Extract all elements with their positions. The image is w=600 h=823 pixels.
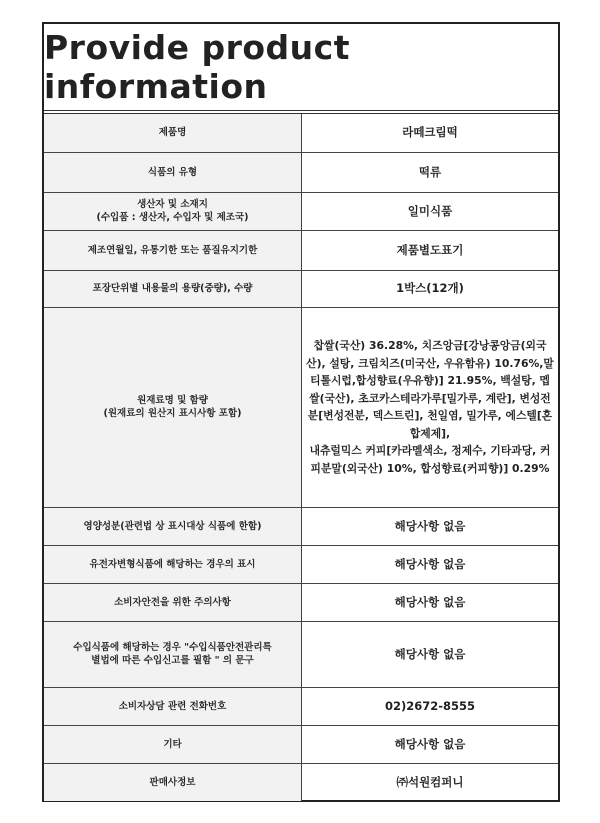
row-label: [44, 507, 302, 545]
label-line: 유전자변형식품에 해당하는 경우의 표시: [89, 558, 256, 570]
table-row: [44, 307, 558, 507]
row-value: [302, 545, 559, 583]
label-line: 별법에 따른 수입신고를 필함 " 의 문구: [91, 655, 254, 666]
table-row: [44, 152, 558, 192]
label-line: 포장단위별 내용물의 용량(중량), 수량: [92, 283, 253, 294]
row-value: [302, 763, 559, 801]
value-text: 1박스(12개): [396, 281, 464, 295]
value-text: 02)2672-8555: [384, 698, 476, 713]
table-row: [44, 687, 558, 725]
table-row: [44, 583, 558, 621]
table-row: [44, 621, 558, 687]
row-value: [302, 307, 559, 507]
row-label: [44, 230, 302, 270]
row-label: [44, 763, 302, 801]
value-text: ㈜석원컴퍼니: [396, 774, 464, 789]
row-value: [302, 725, 559, 763]
label-line: 식품의 유형: [147, 166, 198, 178]
label-line: (원재료의 원산지 표시사항 포함): [103, 408, 242, 419]
label-line: 수입식품에 해당하는 경우 "수입식품안전관리특: [73, 642, 272, 653]
row-value: [302, 507, 559, 545]
value-text: 내츄럴믹스 커피[카라멜색소, 정제수, 기타과당, 커피분말(외국산) 10%, 합성향료(커피향)] 0.29%: [309, 444, 551, 475]
value-text: 찹쌀(국산) 36.28%, 치즈앙금[강낭콩앙금(외국산), 설탕, 크림치즈(미국산, 우유함유) 10.76%,말티톨시럽,합성향료(우유향)] 21.95%, 백설탕, 멥쌀(국산), 초코카스테라가루[밀가루, 계란], 변성전분[변성전분, 덱스트린], 천일염, 밀가루, 에스텔[혼합제제],: [306, 339, 554, 440]
row-label: [44, 152, 302, 192]
row-label: [44, 192, 302, 230]
row-label: [44, 621, 302, 687]
label-line: 제품명: [158, 127, 187, 139]
value-text: 일미식품: [407, 203, 453, 218]
row-value: [302, 114, 559, 152]
table-row: [44, 545, 558, 583]
row-value: [302, 230, 559, 270]
label-line: 원재료명 및 함량: [137, 395, 208, 406]
row-label: [44, 583, 302, 621]
value-text: 해당사항 없음: [394, 646, 466, 661]
value-text: 떡류: [418, 164, 442, 179]
row-label: [44, 114, 302, 152]
value-text: 해당사항 없음: [394, 736, 466, 751]
table-row: [44, 725, 558, 763]
table-row: [44, 192, 558, 230]
row-value: [302, 583, 559, 621]
row-value: [302, 687, 559, 725]
value-text: 해당사항 없음: [394, 556, 466, 571]
table-row: [44, 270, 558, 307]
label-line: 영양성분(관련법 상 표시대상 식품에 한함): [83, 520, 262, 532]
label-line: (수입품 : 생산자, 수입자 및 제조국): [96, 212, 249, 223]
row-label: [44, 725, 302, 763]
row-value: [302, 270, 559, 307]
row-label: [44, 270, 302, 307]
table-row: [44, 507, 558, 545]
product-info-table: [44, 114, 558, 801]
row-value: [302, 192, 559, 230]
label-line: 제조연월일, 유통기한 또는 품질유지기한: [87, 244, 258, 256]
label-line: 생산자 및 소재지: [137, 199, 208, 210]
row-value: [302, 152, 559, 192]
product-info-sheet: [42, 22, 560, 802]
row-label: [44, 307, 302, 507]
label-line: 기타: [163, 738, 182, 750]
table-row: [44, 763, 558, 801]
row-label: [44, 687, 302, 725]
label-line: 판매사정보: [149, 776, 196, 788]
label-line: 소비자상담 관련 전화번호: [118, 700, 227, 712]
page-title: Provide product information: [44, 24, 558, 114]
label-line: 소비자안전을 위한 주의사항: [114, 596, 231, 608]
table-row: [44, 230, 558, 270]
table-row: [44, 114, 558, 152]
row-label: [44, 545, 302, 583]
value-text: 해당사항 없음: [394, 518, 466, 533]
value-text: 해당사항 없음: [394, 594, 466, 609]
value-text: 제품별도표기: [396, 242, 464, 257]
row-value: [302, 621, 559, 687]
value-text: 라떼크림떡: [402, 125, 458, 140]
